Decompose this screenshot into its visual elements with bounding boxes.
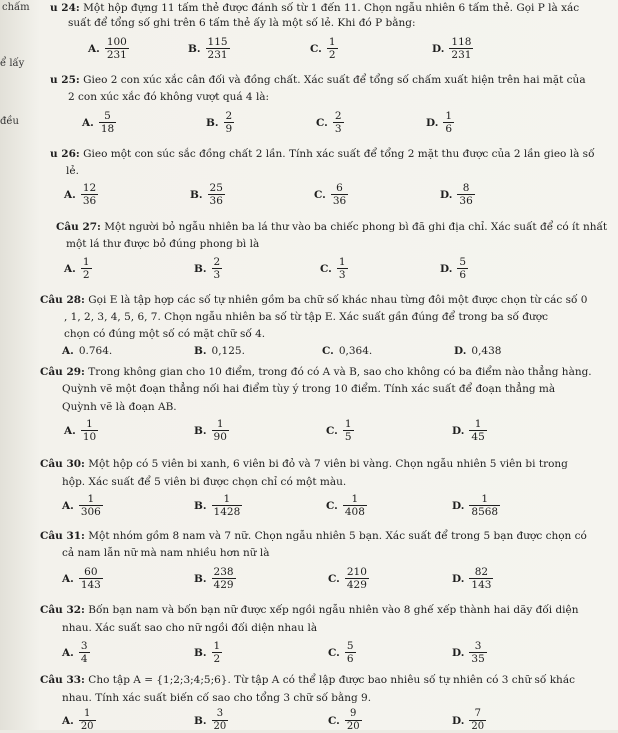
option-b[interactable]: B. $\frac{238}{429}$ xyxy=(194,566,234,591)
question-26-line2: lẻ. xyxy=(66,165,79,177)
question-28 xyxy=(40,294,587,307)
option-c[interactable]: C. $\frac{6}{36}$ xyxy=(314,182,347,207)
question-label: u 25: xyxy=(50,74,80,86)
question-29 xyxy=(40,366,592,379)
option-b[interactable]: B. $\frac{1}{2}$ xyxy=(194,640,221,665)
option-d[interactable]: D. $\frac{5}{6}$ xyxy=(440,256,467,281)
question-text: Một nhóm gồm 8 nam và 7 nữ. Chọn ngẫu nhiên 5 bạn. Xác suất để trong 5 bạn được chọn có xyxy=(88,530,587,542)
option-d[interactable]: D. $\frac{1}{8568}$ xyxy=(452,493,499,518)
question-label: Câu 31: xyxy=(40,530,85,542)
question-label: u 24: xyxy=(50,2,80,14)
question-25-line2: 2 con xúc xắc đó không vượt quá 4 là: xyxy=(68,91,270,103)
question-text: Gieo 2 con xúc xắc cân đối và đồng chất. Xác suất để tổng số chấm xuất hiện trên hai mặt của xyxy=(83,74,586,86)
question-24 xyxy=(50,2,579,15)
question-33-line2: nhau. Tính xác suất biến cố sao cho tổng 3 chữ số bằng 9. xyxy=(62,692,372,704)
question-32 xyxy=(40,604,579,617)
option-d[interactable]: D. $\frac{1}{6}$ xyxy=(426,110,453,135)
question-30-line2: hộp. Xác suất để 5 viên bi được chọn chỉ có một màu. xyxy=(62,476,347,488)
option-d[interactable]: D. $\frac{7}{20}$ xyxy=(452,708,485,732)
question-28-line3: chọn có đúng một số có mặt chữ số 4. xyxy=(64,328,266,340)
option-a[interactable]: A. $\frac{1}{20}$ xyxy=(62,708,94,732)
option-c[interactable]: C. $\frac{1}{2}$ xyxy=(310,36,336,61)
edge-text-2: ể lấy xyxy=(0,58,25,69)
question-27 xyxy=(56,221,607,234)
option-b[interactable]: B. $\frac{115}{231}$ xyxy=(188,36,228,61)
option-c[interactable]: C. $\frac{210}{429}$ xyxy=(328,566,367,591)
question-text: Bốn bạn nam và bốn bạn nữ được xếp ngồi ngẫu nhiên vào 8 ghế xếp thành hai dãy đối diện xyxy=(88,604,579,616)
option-a[interactable]: A. $\frac{1}{2}$ xyxy=(64,256,90,281)
option-c[interactable]: C. $\frac{2}{3}$ xyxy=(316,110,342,135)
option-b[interactable]: B. $\frac{2}{9}$ xyxy=(206,110,233,135)
option-c[interactable]: C. 0,364. xyxy=(322,345,373,357)
question-text: Một người bỏ ngẫu nhiên ba lá thư vào ba chiếc phong bì đã ghi địa chỉ. Xác suất để có ít nhất xyxy=(104,221,608,233)
option-b[interactable]: B. 0,125. xyxy=(194,345,245,357)
question-text: Cho tập A = {1;2;3;4;5;6}. Từ tập A có thể lập được bao nhiêu số tự nhiên có 3 chữ số khác xyxy=(88,674,575,686)
option-d[interactable]: D. $\frac{3}{35}$ xyxy=(452,640,485,665)
question-32-line2: nhau. Xác suất sao cho nữ ngồi đối diện nhau là xyxy=(62,622,318,634)
option-c[interactable]: C. $\frac{1}{3}$ xyxy=(320,256,346,281)
question-25 xyxy=(50,74,586,87)
option-b[interactable]: B. $\frac{25}{36}$ xyxy=(190,182,223,207)
option-a[interactable]: A. $\frac{1}{306}$ xyxy=(62,493,101,518)
option-d[interactable]: D. 0,438 xyxy=(454,345,502,357)
option-c[interactable]: C. $\frac{1}{408}$ xyxy=(326,493,365,518)
question-31-line2: cả nam lẫn nữ mà nam nhiều hơn nữ là xyxy=(62,547,270,559)
option-a[interactable]: A. $\frac{12}{36}$ xyxy=(64,182,97,207)
question-29-line2: Quỳnh vẽ một đoạn thẳng nối hai điểm tùy ý trong 10 điểm. Tính xác suất để đoạn thẳng mà xyxy=(62,383,556,395)
option-a[interactable]: A. $\frac{3}{4}$ xyxy=(62,640,88,665)
option-a[interactable]: A. $\frac{1}{10}$ xyxy=(64,418,97,443)
question-27-line2: một lá thư được bỏ đúng phong bì là xyxy=(66,238,260,250)
option-a[interactable]: A. $\frac{100}{231}$ xyxy=(88,36,127,61)
option-b[interactable]: B. $\frac{1}{90}$ xyxy=(194,418,227,443)
question-31 xyxy=(40,530,587,543)
question-26 xyxy=(50,148,595,161)
option-a[interactable]: A. $\frac{60}{143}$ xyxy=(62,566,101,591)
option-b[interactable]: B. $\frac{3}{20}$ xyxy=(194,708,227,732)
option-d[interactable]: D. $\frac{1}{45}$ xyxy=(452,418,485,443)
question-text: Một hộp có 5 viên bi xanh, 6 viên bi đỏ và 7 viên bi vàng. Chọn ngẫu nhiên 5 viên bi trong xyxy=(88,458,568,470)
question-label: u 26: xyxy=(50,148,80,160)
question-label: Câu 27: xyxy=(56,221,101,233)
question-label: Câu 30: xyxy=(40,458,85,470)
question-label: Câu 29: xyxy=(40,366,85,378)
question-label: Câu 28: xyxy=(40,294,85,306)
question-text: Gieo một con súc sắc đồng chất 2 lần. Tính xác suất để tổng 2 mặt thu được của 2 lần gieo là số xyxy=(83,148,595,160)
question-text: Trong không gian cho 10 điểm, trong đó có A và B, sao cho không có ba điểm nào thẳng hàng. xyxy=(88,366,592,378)
option-c[interactable]: C. $\frac{9}{20}$ xyxy=(328,708,360,732)
option-d[interactable]: D. $\frac{82}{143}$ xyxy=(452,566,492,591)
question-text: Một hộp đựng 11 tấm thẻ được đánh số từ 1 đến 11. Chọn ngẫu nhiên 6 tấm thẻ. Gọi P là xác xyxy=(83,2,580,14)
question-label: Câu 33: xyxy=(40,674,85,686)
question-29-line3: Quỳnh vẽ là đoạn AB. xyxy=(62,401,177,413)
edge-text-3: đều xyxy=(0,116,19,127)
question-28-line2: , 1, 2, 3, 4, 5, 6, 7. Chọn ngẫu nhiên ba số từ tập E. Xác suất gần đúng để trong ba số được xyxy=(64,311,548,323)
option-a[interactable]: A. 0.764. xyxy=(62,345,113,357)
question-label: Câu 32: xyxy=(40,604,85,616)
question-30 xyxy=(40,458,568,471)
option-b[interactable]: B. $\frac{1}{1428}$ xyxy=(194,493,241,518)
question-text: Gọi E là tập hợp các số tự nhiên gồm ba chữ số khác nhau từng đôi một được chọn từ các số 0 xyxy=(88,294,588,306)
option-a[interactable]: A. $\frac{5}{18}$ xyxy=(82,110,115,135)
option-c[interactable]: C. $\frac{5}{6}$ xyxy=(328,640,354,665)
option-b[interactable]: B. $\frac{2}{3}$ xyxy=(194,256,221,281)
option-c[interactable]: C. $\frac{1}{5}$ xyxy=(326,418,352,443)
edge-text-1: chấm xyxy=(2,2,30,13)
question-24-line2: suất để tổng số ghi trên 6 tấm thẻ ấy là một số lẻ. Khi đó P bằng: xyxy=(68,17,416,29)
option-d[interactable]: D. $\frac{8}{36}$ xyxy=(440,182,473,207)
question-33 xyxy=(40,674,575,687)
option-d[interactable]: D. $\frac{118}{231}$ xyxy=(432,36,472,61)
